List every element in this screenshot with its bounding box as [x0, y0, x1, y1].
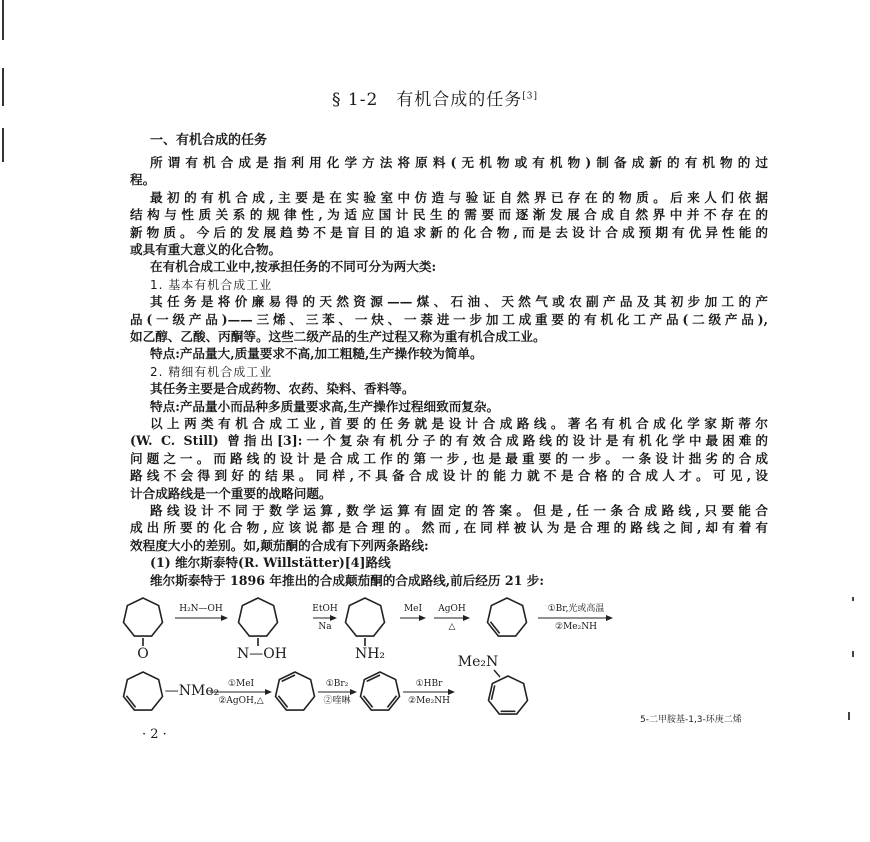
arrow-head	[606, 615, 613, 621]
arrow-head	[448, 689, 455, 695]
section-reference: [3]	[522, 91, 539, 102]
scheme-label-r5b: ②Me₂NH	[555, 622, 597, 632]
scheme-label-noh: N—OH	[237, 646, 287, 662]
text-line: 品(一级产品)——三烯、三苯、一炔、一萘进一步加工成重要的有机化工产品(二级产品),	[130, 311, 768, 327]
cycloheptane-ring	[488, 598, 527, 636]
scheme-label-r1: H₂N—OH	[179, 604, 223, 614]
text-line: 路线不会得到好的结果。同样,不具备合成设计的能力就不是合格的合成人才。可见,设	[130, 468, 768, 484]
scheme-label-r4b: △	[448, 622, 456, 632]
scheme-label-r2a: EtOH	[312, 604, 338, 614]
text-line: 其任务主要是合成药物、农药、染料、香料等。	[150, 381, 415, 397]
text-line: 问题之一。而路线的设计是合成工作的第一步,也是最重要的一步。一条设计拙劣的合成	[130, 450, 768, 466]
cycloheptane-ring	[124, 672, 163, 710]
text-line: 成出所要的化合物,应该说都是合理的。然而,在同样被认为是合理的路线之间,却有着有	[130, 520, 768, 536]
arrow-head	[221, 615, 228, 621]
product-caption: 5-二甲胺基-1,3-环庚二烯	[640, 715, 742, 725]
scheme-label-r8b: ②Me₂NH	[408, 696, 450, 706]
arrow-head	[265, 689, 272, 695]
section-title-text: § 1-2 有机合成的任务	[331, 90, 523, 110]
text-line: 最初的有机合成,主要是在实验室中仿造与验证自然界已存在的物质。后来人们依据	[150, 189, 768, 205]
cycloheptane-ring	[346, 598, 385, 636]
text-line: 特点:产品量小而品种多质量要求高,生产操作过程细致而复杂。	[150, 398, 500, 414]
text-line: 特点:产品量大,质量要求不高,加工粗糙,生产操作较为简单。	[150, 346, 483, 362]
text-line: (1) 维尔斯泰特(R. Willstätter)[4]路线	[150, 555, 391, 571]
cycloheptane-ring	[361, 672, 400, 710]
text-line: 所谓有机合成是指利用化学方法将原料(无机物或有机物)制备成新的有机物的过	[150, 155, 768, 170]
page-number: · 2 ·	[142, 727, 167, 742]
cycloheptane-ring	[124, 598, 163, 636]
text-line: 路线设计不同于数学运算,数学运算有固定的答案。但是,任一条合成路线,只要能合	[150, 503, 768, 518]
scheme-label-r2b: Na	[318, 622, 332, 632]
arrow-head	[350, 689, 357, 695]
scheme-label-r7a: ①Br₂	[325, 679, 349, 689]
arrow-head	[419, 615, 426, 621]
text-line: 维尔斯泰特于 1896 年推出的合成颠茄酮的合成路线,前后经历 21 步:	[150, 572, 544, 588]
cycloheptane-ring	[239, 598, 278, 636]
arrow-head	[330, 615, 337, 621]
cycloheptane-ring	[489, 676, 528, 714]
scheme-label-o: O	[137, 646, 149, 662]
text-line: 新物质。今后的发展趋势不是盲目的追求新的化合物,而是去设计合成预期有优异性能的	[130, 224, 768, 240]
arrow-head	[463, 615, 470, 621]
text-line: 在有机合成工业中,按承担任务的不同可分为两大类:	[150, 259, 437, 275]
scheme-label-r6a: ①MeI	[227, 679, 255, 689]
text-line: 以上两类有机合成工业,首要的任务就是设计合成路线。著名有机合成化学家斯蒂尔	[150, 416, 768, 431]
text-line: 程。	[130, 172, 156, 188]
scheme-label-me2n: Me₂N	[457, 654, 499, 670]
scheme-label-r4a: AgOH	[438, 604, 466, 614]
text-line: 2. 精细有机合成工业	[150, 364, 273, 379]
text-line: 如乙醇、乙酸、丙酮等。这些二级产品的生产过程又称为重有机合成工业。	[130, 329, 546, 344]
cycloheptane-ring	[276, 672, 315, 710]
text-line: 1. 基本有机合成工业	[150, 277, 273, 292]
scheme-label-r6b: ②AgOH,△	[218, 696, 264, 706]
text-line: 其任务是将价廉易得的天然资源——煤、石油、天然气或农副产品及其初步加工的产	[150, 294, 768, 310]
text-line: 结构与性质关系的规律性,为适应国计民生的需要而逐渐发展合成自然界中并不存在的	[130, 207, 768, 223]
scheme-label-r5a: ①Br,光或高温	[547, 604, 605, 614]
scheme-label-nme2: —NMe₂	[164, 683, 220, 699]
nme2-bond	[494, 670, 500, 677]
heading: 一、有机合成的任务	[150, 133, 268, 148]
scheme-label-r7b: ②喹啉	[323, 696, 351, 706]
scheme-label-nh2: NH₂	[354, 646, 386, 662]
text-line: 效程度大小的差别。如,颠茄酮的合成有下列两条路线:	[130, 537, 429, 553]
text-line: 或具有重大意义的化合物。	[130, 242, 282, 257]
text-line: (W. C. Still) 曾指出[3]:一个复杂有机分子的有效合成路线的设计是有机化学中最困难的	[130, 433, 768, 449]
scheme-label-r3: MeI	[403, 604, 423, 614]
scheme-label-r8a: ①HBr	[415, 679, 443, 689]
text-line: 计合成路线是一个重要的战略问题。	[130, 485, 332, 501]
